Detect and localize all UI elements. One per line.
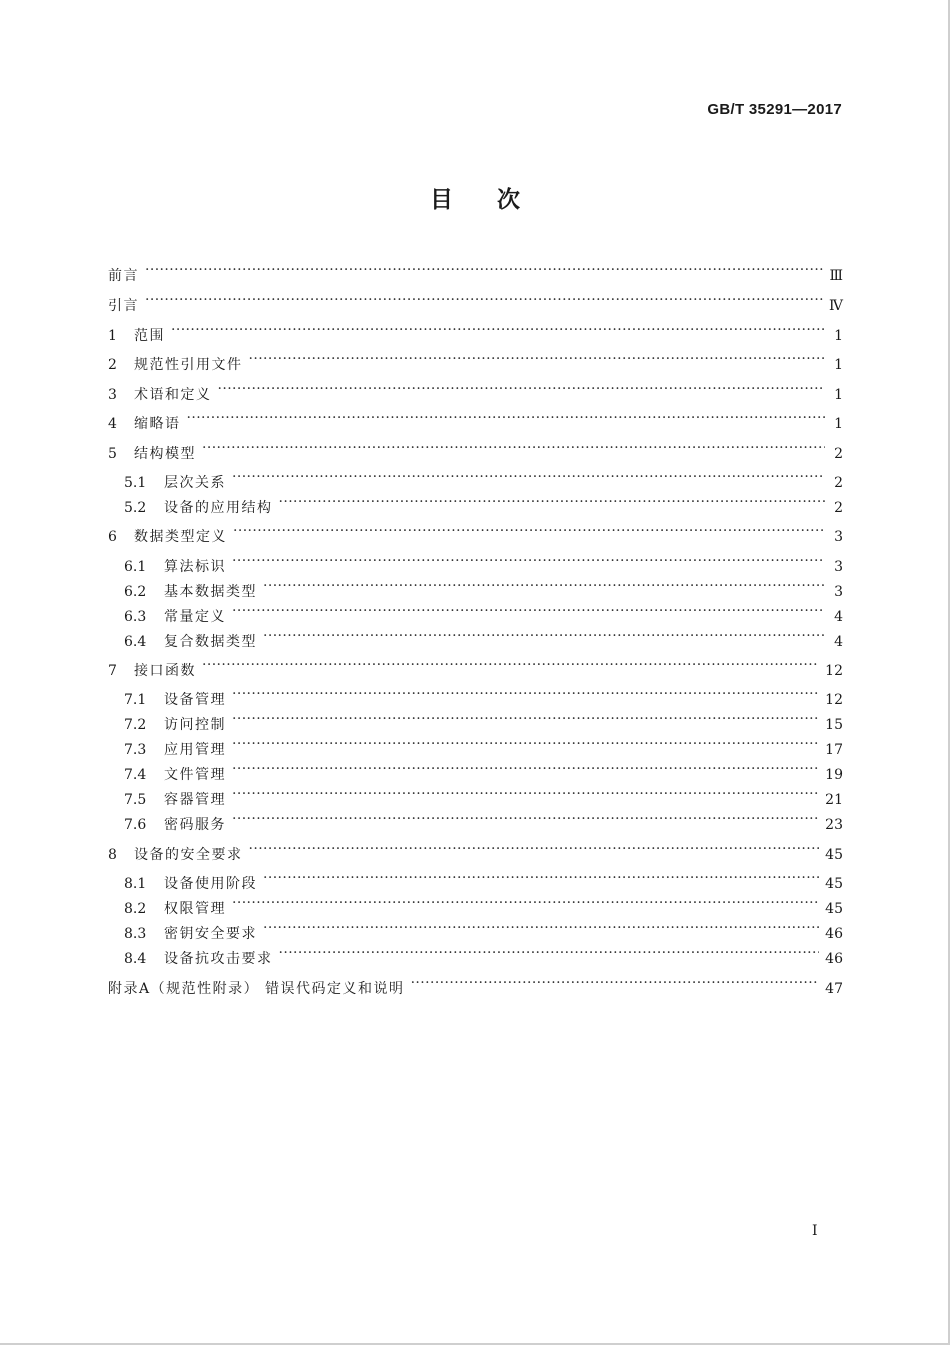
toc-entry[interactable] (108, 408, 843, 432)
toc-entry-title: 密码服务 (164, 817, 226, 833)
toc-dot-leader (232, 893, 819, 913)
toc-entry-page: 46 (825, 951, 843, 967)
toc-entry-title: 结构模型 (134, 446, 196, 462)
toc-entry-page: 1 (834, 416, 843, 432)
toc-dot-leader (249, 349, 826, 369)
page-title: 目次 (430, 187, 564, 213)
toc-entry[interactable] (124, 601, 843, 625)
toc-entry-number: 7.5 (124, 792, 147, 808)
toc-entry[interactable] (108, 260, 843, 284)
toc-entry-title: 设备抗攻击要求 (164, 951, 273, 967)
toc-entry[interactable] (124, 684, 843, 708)
toc-entry-page: 17 (825, 742, 843, 758)
toc-entry-number: 8 (108, 847, 117, 863)
toc-entry[interactable] (124, 734, 843, 758)
toc-entry-page: 2 (834, 475, 843, 491)
toc-entry-title: 访问控制 (164, 717, 226, 733)
toc-entry-number: 1 (108, 328, 117, 344)
toc-entry-page: 1 (834, 387, 843, 403)
toc-entry-title: 常量定义 (164, 609, 226, 625)
toc-entry-page: 2 (834, 446, 843, 462)
toc-entry-page: 1 (834, 357, 843, 373)
toc-entry-page: 47 (825, 981, 843, 997)
toc-entry-title: 设备的安全要求 (134, 847, 243, 863)
toc-entry[interactable] (108, 655, 843, 679)
page-number: I (812, 1223, 818, 1239)
toc-entry-title: 范围 (134, 328, 165, 344)
toc-entry-title: 数据类型定义 (134, 529, 227, 545)
toc-entry-title: 引言 (108, 298, 139, 314)
toc-entry-page: 2 (834, 500, 843, 516)
toc-entry[interactable] (108, 521, 843, 545)
toc-dot-leader (171, 320, 825, 340)
toc-entry-title: 设备管理 (164, 692, 226, 708)
toc-entry-number: 8.2 (124, 901, 147, 917)
toc-dot-leader (263, 868, 819, 888)
toc-entry[interactable] (124, 759, 843, 783)
toc-dot-leader (232, 601, 825, 621)
toc-entry-number: 2 (108, 357, 117, 373)
toc-dot-leader (232, 759, 819, 779)
toc-entry[interactable] (124, 784, 843, 808)
toc-entry[interactable] (124, 576, 843, 600)
toc-entry-number: 8.3 (124, 926, 147, 942)
toc-entry-title: 基本数据类型 (164, 584, 257, 600)
toc-dot-leader (232, 551, 825, 571)
toc-entry-number: 7 (108, 663, 117, 679)
toc-entry-title: 权限管理 (164, 901, 226, 917)
toc-entry-number: 8.1 (124, 876, 147, 892)
toc-entry-title: 应用管理 (164, 742, 226, 758)
toc-entry[interactable] (124, 551, 843, 575)
toc-dot-leader (232, 467, 825, 487)
toc-entry-title: 前言 (108, 268, 139, 284)
toc-entry[interactable] (124, 868, 843, 892)
toc-entry-page: 45 (825, 847, 843, 863)
toc-entry[interactable] (124, 709, 843, 733)
toc-entry-page: 46 (825, 926, 843, 942)
toc-entry-page: 3 (834, 584, 843, 600)
toc-entry-title: 文件管理 (164, 767, 226, 783)
toc-entry-page: 4 (834, 634, 843, 650)
toc-entry-page: 15 (825, 717, 843, 733)
toc-entry[interactable] (108, 349, 843, 373)
toc-entry-number: 6 (108, 529, 117, 545)
toc-dot-leader (218, 379, 826, 399)
toc-entry-number: 7.6 (124, 817, 147, 833)
toc-entry-page: 19 (825, 767, 843, 783)
toc-entry-title: 层次关系 (164, 475, 226, 491)
toc-entry-number: 6.3 (124, 609, 147, 625)
toc-entry-number: 7.2 (124, 717, 147, 733)
toc-dot-leader (145, 260, 823, 280)
toc-entry[interactable] (124, 918, 843, 942)
toc-entry-page: 4 (834, 609, 843, 625)
toc-entry-number: 7.1 (124, 692, 147, 708)
toc-entry[interactable] (124, 492, 843, 516)
toc-entry-title: 缩略语 (134, 416, 181, 432)
toc-dot-leader (279, 492, 826, 512)
toc-entry-page: 21 (825, 792, 843, 808)
toc-entry-title: 容器管理 (164, 792, 226, 808)
toc-entry-title: 算法标识 (164, 559, 226, 575)
toc-dot-leader (145, 290, 823, 310)
toc-dot-leader (187, 408, 826, 428)
toc-dot-leader (411, 973, 820, 993)
toc-dot-leader (263, 626, 825, 646)
toc-entry-page: 12 (825, 692, 843, 708)
toc-entry[interactable] (108, 320, 843, 344)
toc-entry-title: 术语和定义 (134, 387, 212, 403)
toc-entry-page: 3 (834, 559, 843, 575)
toc-entry-title: 附录A（规范性附录） 错误代码定义和说明 (108, 981, 405, 997)
toc-entry-title: 设备的应用结构 (164, 500, 273, 516)
toc-dot-leader (232, 709, 819, 729)
toc-entry-page: 1 (834, 328, 843, 344)
toc-entry[interactable] (108, 438, 843, 462)
toc-dot-leader (263, 918, 819, 938)
toc-entry-number: 5.2 (124, 500, 147, 516)
toc-entry-number: 5 (108, 446, 117, 462)
toc-dot-leader (249, 839, 820, 859)
toc-entry[interactable] (108, 839, 843, 863)
toc-dot-leader (279, 943, 820, 963)
toc-dot-leader (233, 521, 825, 541)
toc-dot-leader (232, 734, 819, 754)
standard-code: GB/T 35291—2017 (707, 101, 842, 118)
toc-entry-number: 7.3 (124, 742, 147, 758)
toc-entry-title: 接口函数 (134, 663, 196, 679)
toc-entry-number: 4 (108, 416, 117, 432)
toc-entry[interactable] (124, 467, 843, 491)
toc-entry[interactable] (108, 290, 843, 314)
toc-entry-title: 设备使用阶段 (164, 876, 257, 892)
toc-entry-number: 6.1 (124, 559, 147, 575)
toc-dot-leader (232, 784, 819, 804)
toc-entry[interactable] (124, 626, 843, 650)
toc-entry-title: 密钥安全要求 (164, 926, 257, 942)
toc-dot-leader (202, 438, 825, 458)
toc-entry-page: Ⅲ (829, 268, 843, 284)
toc-entry[interactable] (124, 893, 843, 917)
toc-dot-leader (202, 655, 819, 675)
toc-entry-number: 6.4 (124, 634, 147, 650)
toc-dot-leader (232, 809, 819, 829)
toc-entry-number: 8.4 (124, 951, 147, 967)
toc-entry-page: 45 (825, 876, 843, 892)
toc-entry-number: 6.2 (124, 584, 147, 600)
toc-entry[interactable] (124, 943, 843, 967)
toc-entry-page: 12 (825, 663, 843, 679)
toc-entry-title: 规范性引用文件 (134, 357, 243, 373)
toc-entry[interactable] (124, 809, 843, 833)
toc-entry-title: 复合数据类型 (164, 634, 257, 650)
toc-dot-leader (232, 684, 819, 704)
toc-dot-leader (263, 576, 825, 596)
toc-entry[interactable] (108, 379, 843, 403)
toc-entry-number: 3 (108, 387, 117, 403)
toc-entry-page: 3 (834, 529, 843, 545)
toc-entry-number: 7.4 (124, 767, 147, 783)
toc-entry-page: 23 (825, 817, 843, 833)
toc-entry-page: Ⅳ (829, 298, 843, 314)
toc-entry[interactable] (108, 973, 843, 997)
toc-entry-page: 45 (825, 901, 843, 917)
toc-entry-number: 5.1 (124, 475, 147, 491)
